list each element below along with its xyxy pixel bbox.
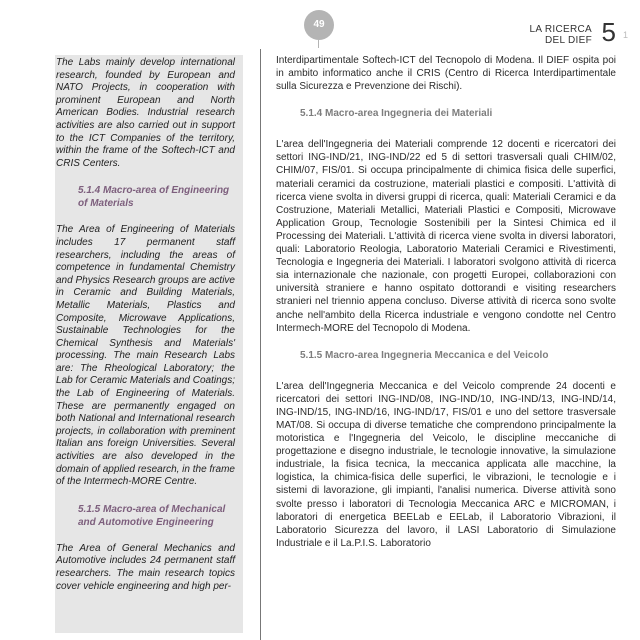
english-materials-paragraph: The Area of Engineering of Materials includes 17 permanent staff researchers, including the areas of competence in fundamental Chemistry and Physics Research groups are active in Ceramic and Building Materials, Metallic Materials, Plastics and Composite, Microwave Applications, Sustainable Technologies for the Chemical Synthesis and Materials' processing. The main Research Labs are: The Rheological Laboratory; the Lab for Ceramic Materials and Coatings; the Lab of Engineering of Materials. These are permanently engaged on both National and International research projects, in collaboration with preminent Italian ans foreign Universities. Several activities are also developed in the domain of applied research, in the frame of the Intermech-MORE Centre. — [56, 224, 235, 488]
section-title — [530, 24, 592, 46]
italian-heading-materiali: 5.1.4 Macro-area Ingegneria dei Materiali — [300, 108, 493, 120]
italian-materiali-paragraph: L'area dell'Ingegneria dei Materiali comprende 12 docenti e ricercatori dei settori ING-IND/21, ING-IND/22 ed 5 di settori trasversali quali CHIM/02, CHIM/07, FIS/01. Si occupa principalmente di chimica fisica delle superfici, materiali ceramici da costruzione, materiali plastici e compositi. L'attività di ricerca viene svolta in diversi gruppi di ricerca, quali: Materiali Ceramici e da Costruzione, Materiali Metallici, Materiali Plastici e Compositi, Microwave Application Group, Tecnologie Sostenibili per la Sintesi Chimica ed il Processing dei Materiali. L'attività di ricerca viene svolta in diversi laboratori, quali: Laboratorio Reologia, Laboratorio Materiali Ceramici e Rivestimenti, Tecnologia e Ingegneria dei Materiali. I laboratori svolgono attività di ricerca sia internazionale che nazionale, con progetti Europei, collaborazioni con università straniere e hanno ospitato dottorandi e visiting researchers stranieri nel triennio appena concluso. Diverse attività di ricerca sono svolte anche nell'ambito della Ricerca industriale e vengono condotte nel Centro Intermech-MORE del Tecnopolo di Modena. — [276, 139, 616, 334]
italian-meccanica-paragraph: L'area dell'Ingegneria Meccanica e del Veicolo comprende 24 docenti e ricercatori dei settori ING-IND/08, ING-IND/10, ING-IND/13, ING-IND/14, ING-IND/15, ING-IND/16, ING-IND/17, FIS/01 e uno del settore trasversale MAT/08. Si occupa di diverse tematiche che comprendono principalmente la motoristica e l'Ingegneria del Veicolo, le discipline meccaniche di progettazione e disegno industriale, le tecnologie innovative, la simulazione industriale, la fisica tecnica, la meccanica applicata alle macchine, la logistica, la chimica-fisica delle superfici, le vibrazioni, le tecnologie e i sistemi di lavorazione, gli impianti, l'analisi numerica. Diverse attività sono svolte presso i laboratori di Tecnologia Meccanica ARC e MICROMAN, i laboratori di energetica BEELab e EELab, il Laboratorio Vibrazioni, il Laboratorio Sicurezza del lavoro, il LASI Laboratorio di Simulazione Industriale e il La.P.I.S. Laboratorio — [276, 380, 616, 549]
english-heading-mechanical: 5.1.5 Macro-area of Mechanical and Automotive Engineering — [78, 503, 226, 528]
italian-intro-paragraph: Interdipartimentale Softech-ICT del Tecnopolo di Modena. Il DIEF ospita poi in ambito informatico anche il CRIS (Centro di Ricerca Interdipartimentale sulla Sicurezza e Prevenzione dei Rischi). — [276, 55, 616, 93]
section-subnumber: 1 — [622, 30, 628, 40]
section-title-line2: DEL DIEF — [544, 35, 592, 46]
section-number: 5 — [601, 17, 616, 47]
page-number-badge: 49 — [304, 10, 334, 40]
english-heading-materials: 5.1.4 Macro-area of Engineering of Materials — [78, 185, 230, 210]
english-intro-paragraph: The Labs mainly develop international research, founded by European and NATO Projects, in cooperation with prominent European and North American Bodies. Industrial research activities are also carried out in support to the ICT Companies of the territory, within the frame of the Softech-ICT and CRIS Centers. — [56, 57, 235, 169]
italian-heading-meccanica: 5.1.5 Macro-area Ingegneria Meccanica e del Veicolo — [300, 349, 549, 361]
column-divider — [260, 49, 261, 640]
section-title-line1: LA RICERCA — [529, 24, 592, 35]
english-column — [55, 55, 243, 633]
italian-column — [276, 54, 616, 640]
english-mechanical-paragraph: The Area of General Mechanics and Automotive includes 24 permanent staff researchers. The main research topics cover vehicle engineering and high per- — [56, 542, 235, 592]
